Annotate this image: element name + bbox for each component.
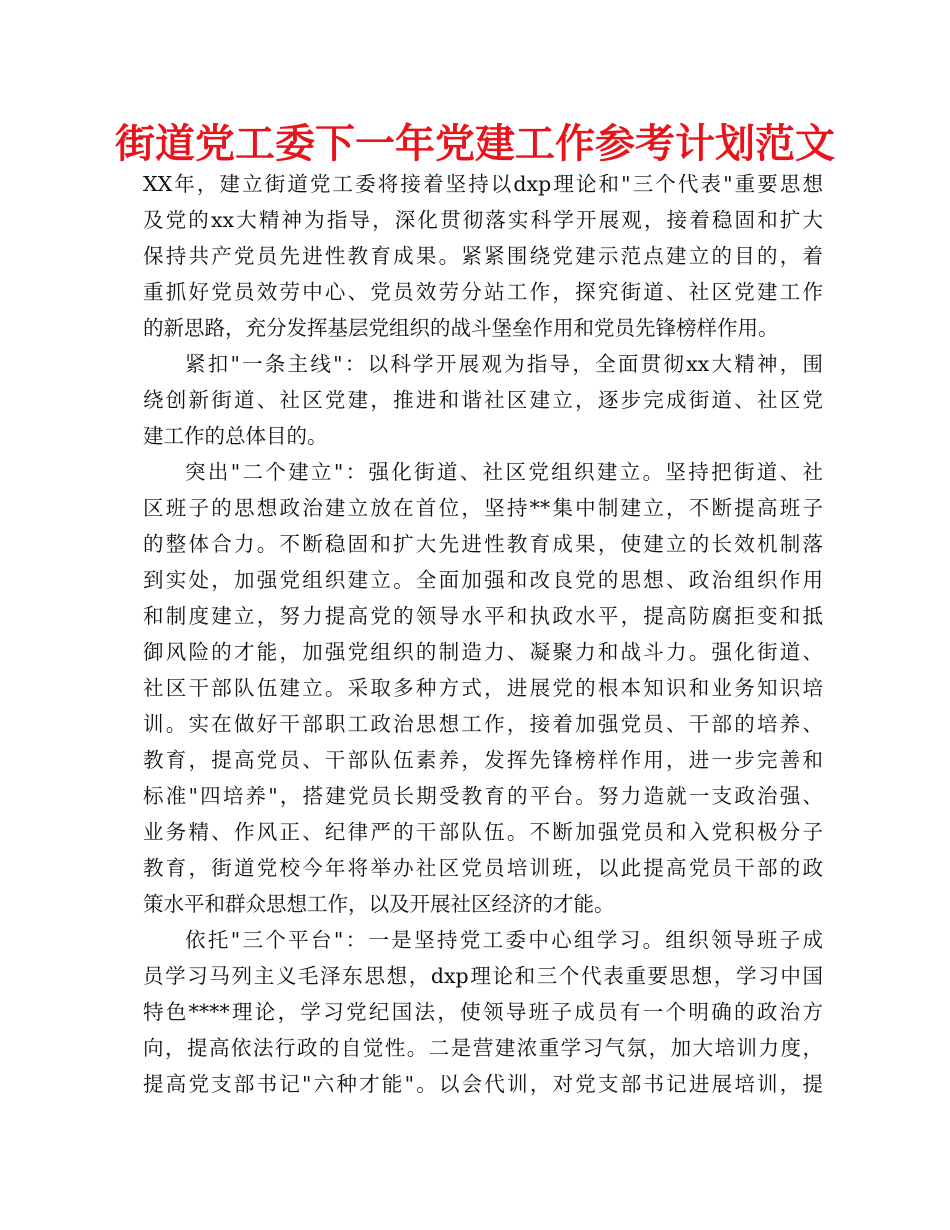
paragraph-line: 御风险的才能，加强党组织的制造力、凝聚力和战斗力。强化街道、: [143, 640, 823, 664]
paragraph-line: 依托"三个平台"：一是坚持党工委中心组学习。组织领导班子成: [185, 928, 823, 952]
paragraph-line: 区班子的思想政治建立放在首位，坚持**集中制建立，不断提高班子: [143, 496, 823, 520]
paragraph-line: 的整体合力。不断稳固和扩大先进性教育成果，使建立的长效机制落: [143, 532, 823, 556]
paragraph-line: 训。实在做好干部职工政治思想工作，接着加强党员、干部的培养、: [143, 712, 823, 736]
paragraph-1: [143, 166, 823, 346]
paragraph-line: 策水平和群众思想工作，以及开展社区经济的才能。: [143, 892, 615, 916]
paragraph-line: 社区干部队伍建立。采取多种方式，进展党的根本知识和业务知识培: [143, 676, 823, 700]
paragraph-line: 绕创新街道、社区党建，推进和谐社区建立，逐步完成街道、社区党: [143, 388, 823, 412]
paragraph-line: 业务精、作风正、纪律严的干部队伍。不断加强党员和入党积极分子: [143, 820, 823, 844]
paragraph-line: 到实处，加强党组织建立。全面加强和改良党的思想、政治组织作用: [143, 568, 823, 592]
paragraph-line: 特色****理论，学习党纪国法，使领导班子成员有一个明确的政治方: [143, 1000, 823, 1024]
paragraph-line: 紧扣"一条主线"：以科学开展观为指导，全面贯彻xx大精神，围: [185, 352, 823, 376]
paragraph-3: [143, 454, 823, 922]
paragraph-line: 教育，街道党校今年将举办社区党员培训班，以此提高党员干部的政: [143, 856, 823, 880]
paragraph-line: 和制度建立，努力提高党的领导水平和执政水平，提高防腐拒变和抵: [143, 604, 823, 628]
paragraph-line: 建工作的总体目的。: [143, 424, 328, 448]
paragraph-line: 突出"二个建立"：强化街道、社区党组织建立。坚持把街道、社: [185, 460, 823, 484]
paragraph-line: 重抓好党员效劳中心、党员效劳分站工作，探究街道、社区党建工作: [143, 280, 823, 304]
paragraph-line: 及党的xx大精神为指导，深化贯彻落实科学开展观，接着稳固和扩大: [143, 208, 823, 232]
paragraph-line: XX年，建立街道党工委将接着坚持以dxp理论和"三个代表"重要思想: [143, 172, 823, 196]
paragraph-line: 标准"四培养"，搭建党员长期受教育的平台。努力造就一支政治强、: [143, 784, 823, 808]
paragraph-line: 保持共产党员先进性教育成果。紧紧围绕党建示范点建立的目的，着: [143, 244, 823, 268]
paragraph-line: 向，提高依法行政的自觉性。二是营建浓重学习气氛，加大培训力度，: [143, 1036, 823, 1060]
paragraph-4: [143, 922, 823, 1102]
paragraph-line: 员学习马列主义毛泽东思想，dxp理论和三个代表重要思想，学习中国: [143, 964, 823, 988]
paragraph-line: 的新思路，充分发挥基层党组织的战斗堡垒作用和党员先锋榜样作用。: [143, 316, 779, 340]
paragraph-line: 教育，提高党员、干部队伍素养，发挥先锋榜样作用，进一步完善和: [143, 748, 823, 772]
paragraph-line: 提高党支部书记"六种才能"。以会代训，对党支部书记进展培训，提: [143, 1072, 823, 1096]
document-title: 街道党工委下一年党建工作参考计划范文: [115, 121, 835, 167]
paragraph-2: [143, 346, 823, 454]
